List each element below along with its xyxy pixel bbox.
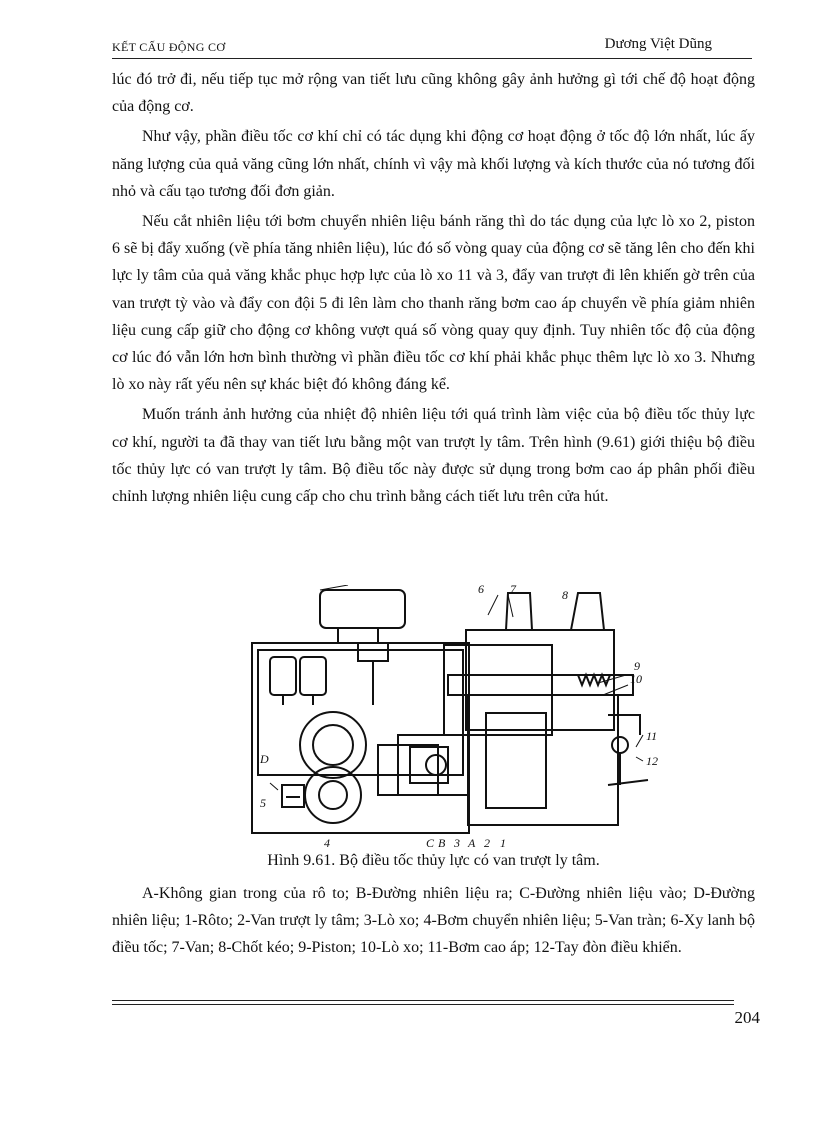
label-2: 2 (484, 836, 490, 850)
label-7: 7 (510, 585, 516, 596)
label-9: 9 (634, 659, 640, 673)
footer-divider-top (112, 1000, 734, 1001)
label-8: 8 (562, 588, 568, 602)
label-10: 10 (630, 672, 642, 686)
body-text (112, 66, 755, 513)
figure-caption: Hình 9.61. Bộ điều tốc thủy lực có van trượt ly tâm. (267, 852, 600, 869)
figure-legend: A-Không gian trong của rô to; B-Đường nhiên liệu ra; C-Đường nhiên liệu vào; D-Đường nhiên liệu; 1-Rôto; 2-Van trượt ly tâm; 3-Lò xo; 4-Bơm chuyển nhiên liệu; 5-Van tràn; 6-Xy lanh bộ điều tốc; 7-Van; 8-Chốt kéo; 9-Piston; 10-Lò xo; 11-Bơm cao áp; 12-Tay đòn điều khiển. (112, 885, 755, 957)
label-4: 4 (324, 836, 330, 850)
footer-divider-bottom (112, 1004, 734, 1005)
label-5: 5 (260, 796, 266, 810)
label-C: C (426, 836, 435, 850)
page-header (112, 34, 752, 56)
label-3: 3 (454, 836, 460, 850)
paragraph: Như vậy, phần điều tốc cơ khí chỉ có tác dụng khi động cơ hoạt động ở tốc độ lớn nhất, lúc ấy năng lượng của quả văng cũng lớn nhất, chính vì vậy mà khối lượng và kích thước của nó tương đối nhỏ và cấu tạo tương đối đơn giản. (112, 128, 755, 200)
paragraph: Muốn tránh ảnh hưởng của nhiệt độ nhiên liệu tới quá trình làm việc của bộ điều tốc thủy lực cơ khí, người ta đã thay van tiết lưu bằng một van trượt ly tâm. Trên hình (9.61) giới thiệu bộ điều tốc thủy lực có van trượt ly tâm. Bộ điều tốc này được sử dụng trong bơm cao áp phân phối điều chỉnh lượng nhiên liệu cung cấp cho chu trình bằng cách tiết lưu trên cửa hút. (112, 406, 755, 506)
page-number: 204 (734, 1008, 760, 1027)
header-divider (112, 58, 752, 59)
label-A: A (468, 836, 476, 850)
label-1: 1 (500, 836, 506, 850)
label-6: 6 (478, 585, 484, 596)
header-chapter-title: KẾT CẤU ĐỘNG CƠ (112, 40, 226, 54)
label-11: 11 (646, 729, 658, 743)
label-12: 12 (646, 754, 658, 768)
paragraph: lúc đó trở đi, nếu tiếp tục mở rộng van tiết lưu cũng không gây ảnh hưởng gì tới chế độ hoạt động của động cơ. (112, 71, 755, 116)
label-B: B (438, 836, 446, 850)
paragraph: Nếu cắt nhiên liệu tới bơm chuyển nhiên liệu bánh răng thì do tác dụng của lực lò xo 2, piston 6 sẽ bị đẩy xuống (về phía tăng nhiên liệu), lúc đó số vòng quay của động cơ sẽ tăng lên cho đến khi lực ly tâm của quả văng khắc phục hợp lực của lò xo 11 và 3, đẩy van trượt đi lên khiến gờ trên của van trượt tỳ vào và đẩy con đội 5 đi lên làm cho thanh răng bơm cao áp chuyển về phía giảm nhiên liệu cung cấp giữ cho động cơ không vượt quá số vòng quay quy định. Tuy nhiên tốc độ của động cơ lúc đó vẫn lớn hơn bình thường vì phần điều tốc cơ khí phải khắc phục thêm lực lò xo 3. Nhưng lò xo này rất yếu nên sự khác biệt đó không đáng kể. (112, 213, 755, 394)
header-author: Dương Việt Dũng (604, 36, 712, 52)
governor-diagram (248, 585, 658, 850)
label-D: D (260, 752, 269, 766)
